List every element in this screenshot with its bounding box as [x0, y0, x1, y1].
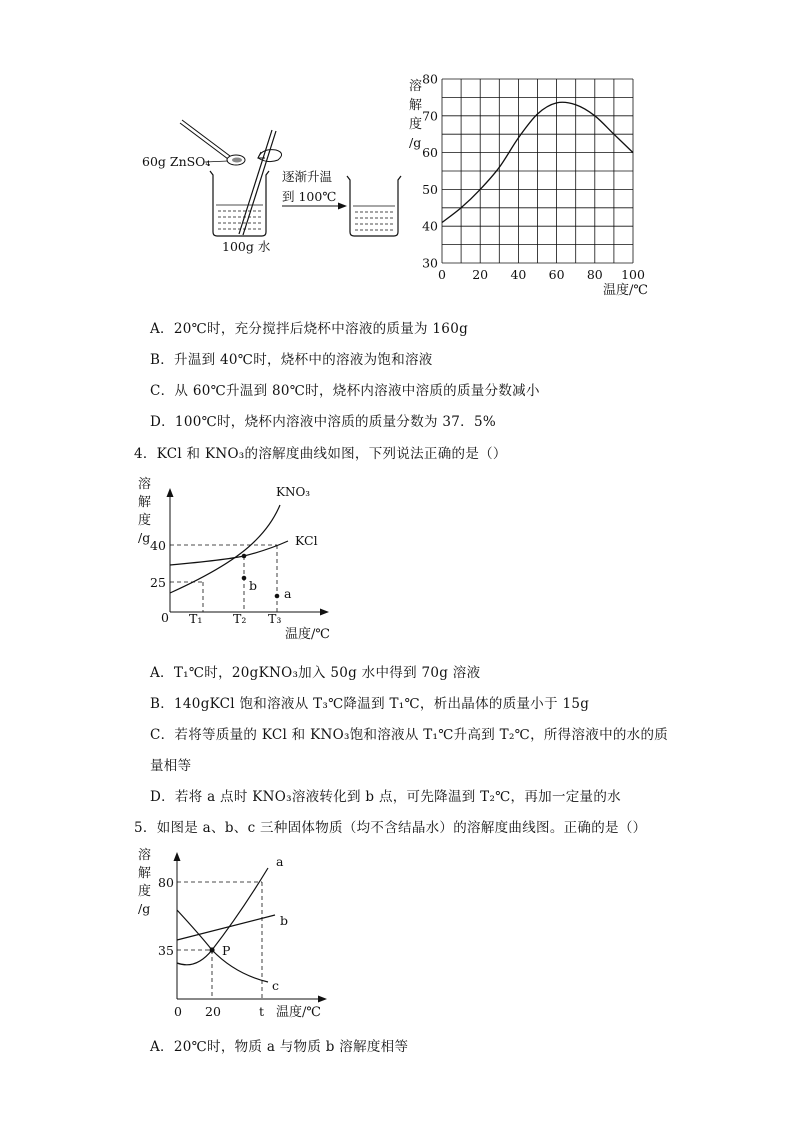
- q5-option-a: A．20℃时，物质 a 与物质 b 溶解度相等: [150, 1039, 409, 1055]
- kcl-label: KCl: [295, 533, 318, 548]
- x-tick-20: 20: [205, 1004, 221, 1019]
- x-tick-label: 40: [510, 267, 527, 282]
- solubility-grid-chart: [400, 70, 660, 300]
- y-label-char: /g: [409, 135, 422, 150]
- y-tick-label: 70: [422, 108, 438, 124]
- process-label-line1: 逐渐升温: [282, 169, 333, 184]
- origin-label: 0: [161, 610, 169, 625]
- water-label: 100g 水: [222, 239, 271, 254]
- kcl-kno3-solubility-chart: [130, 470, 360, 645]
- y-label-char: /g: [138, 530, 151, 545]
- y-tick-label: 80: [422, 71, 438, 87]
- beaker-icon: [347, 176, 401, 236]
- q4-stem: 4．KCl 和 KNO₃的溶解度曲线如图，下列说法正确的是（）: [134, 446, 507, 462]
- y-label-char: 解: [138, 866, 152, 881]
- x-tick-t1: T₁: [189, 611, 203, 626]
- solute-label: 60g ZnSO₄: [142, 154, 211, 169]
- x-tick-label: 0: [438, 267, 446, 282]
- kno3-label: KNO₃: [276, 485, 311, 499]
- y-label-char: 溶: [409, 79, 423, 94]
- y-tick-40: 40: [150, 538, 166, 553]
- x-tick-label: 100: [621, 267, 645, 282]
- abc-solubility-chart: [130, 840, 360, 1025]
- y-label-char: 度: [138, 513, 152, 528]
- curve-a-label: a: [276, 854, 284, 869]
- x-axis-label: 温度/℃: [603, 283, 648, 298]
- point-b: [242, 576, 247, 581]
- x-tick-label: 80: [586, 267, 603, 282]
- y-label-char: 解: [138, 495, 152, 510]
- kno3-curve: [170, 505, 280, 593]
- x-tick-t3: T₃: [268, 611, 282, 626]
- intersection-point: [242, 554, 247, 559]
- x-tick-0: 0: [174, 1004, 182, 1019]
- y-tick-80: 80: [158, 875, 174, 890]
- y-tick-label: 30: [422, 255, 438, 271]
- curve-b: [177, 915, 275, 940]
- process-label-line2: 到 100℃: [282, 189, 337, 204]
- y-label-char: 解: [409, 98, 423, 113]
- x-axis-label: 温度/℃: [285, 627, 330, 642]
- point-p-label: P: [222, 943, 231, 958]
- x-tick-t2: T₂: [233, 611, 247, 626]
- point-a: [275, 594, 280, 599]
- q4-option-c: C．若将等质量的 KCl 和 KNO₃饱和溶液从 T₁℃升高到 T₂℃，所得溶液中的水的质: [150, 727, 669, 743]
- point-p: [209, 947, 214, 952]
- q4-option-d: D．若将 a 点时 KNO₃溶液转化到 b 点，可先降温到 T₂℃，再加一定量的水: [150, 789, 621, 805]
- q5-stem: 5．如图是 a、b、c 三种固体物质（均不含结晶水）的溶解度曲线图。正确的是（）: [134, 820, 647, 836]
- y-tick-label: 60: [422, 145, 438, 161]
- y-label-char: /g: [138, 901, 151, 916]
- x-tick-label: 60: [548, 267, 565, 282]
- y-label-char: 溶: [138, 477, 152, 492]
- curve-b-label: b: [280, 913, 289, 928]
- y-label-char: 度: [409, 117, 423, 132]
- y-tick-label: 50: [422, 181, 438, 197]
- q4-option-b: B．140gKCl 饱和溶液从 T₃℃降温到 T₁℃，析出晶体的质量小于 15g: [150, 696, 590, 712]
- y-label-char: 溶: [138, 848, 152, 863]
- x-tick-t: t: [259, 1004, 265, 1019]
- point-a-label: a: [284, 586, 292, 601]
- y-tick-25: 25: [150, 575, 166, 590]
- q3-option-a: A．20℃时，充分搅拌后烧杯中溶液的质量为 160g: [150, 321, 469, 337]
- y-tick-label: 40: [422, 218, 438, 234]
- y-tick-35: 35: [158, 943, 174, 958]
- y-label-char: 度: [138, 884, 152, 899]
- q4-option-c-cont: 量相等: [150, 758, 192, 774]
- q3-option-d: D．100℃时，烧杯内溶液中溶质的质量分数为 37．5%: [150, 414, 496, 430]
- q3-option-c: C．从 60℃升温到 80℃时，烧杯内溶液中溶质的质量分数减小: [150, 383, 540, 399]
- point-b-label: b: [249, 578, 258, 593]
- stirring-rod-icon: [239, 130, 282, 235]
- apparatus-figure: [130, 98, 423, 270]
- q4-option-a: A．T₁℃时，20gKNO₃加入 50g 水中得到 70g 溶液: [150, 665, 481, 681]
- q3-option-b: B．升温到 40℃时，烧杯中的溶液为饱和溶液: [150, 352, 433, 368]
- x-tick-label: 20: [472, 267, 489, 282]
- curve-c-label: c: [272, 978, 280, 993]
- x-axis-label: 温度/℃: [276, 1005, 321, 1020]
